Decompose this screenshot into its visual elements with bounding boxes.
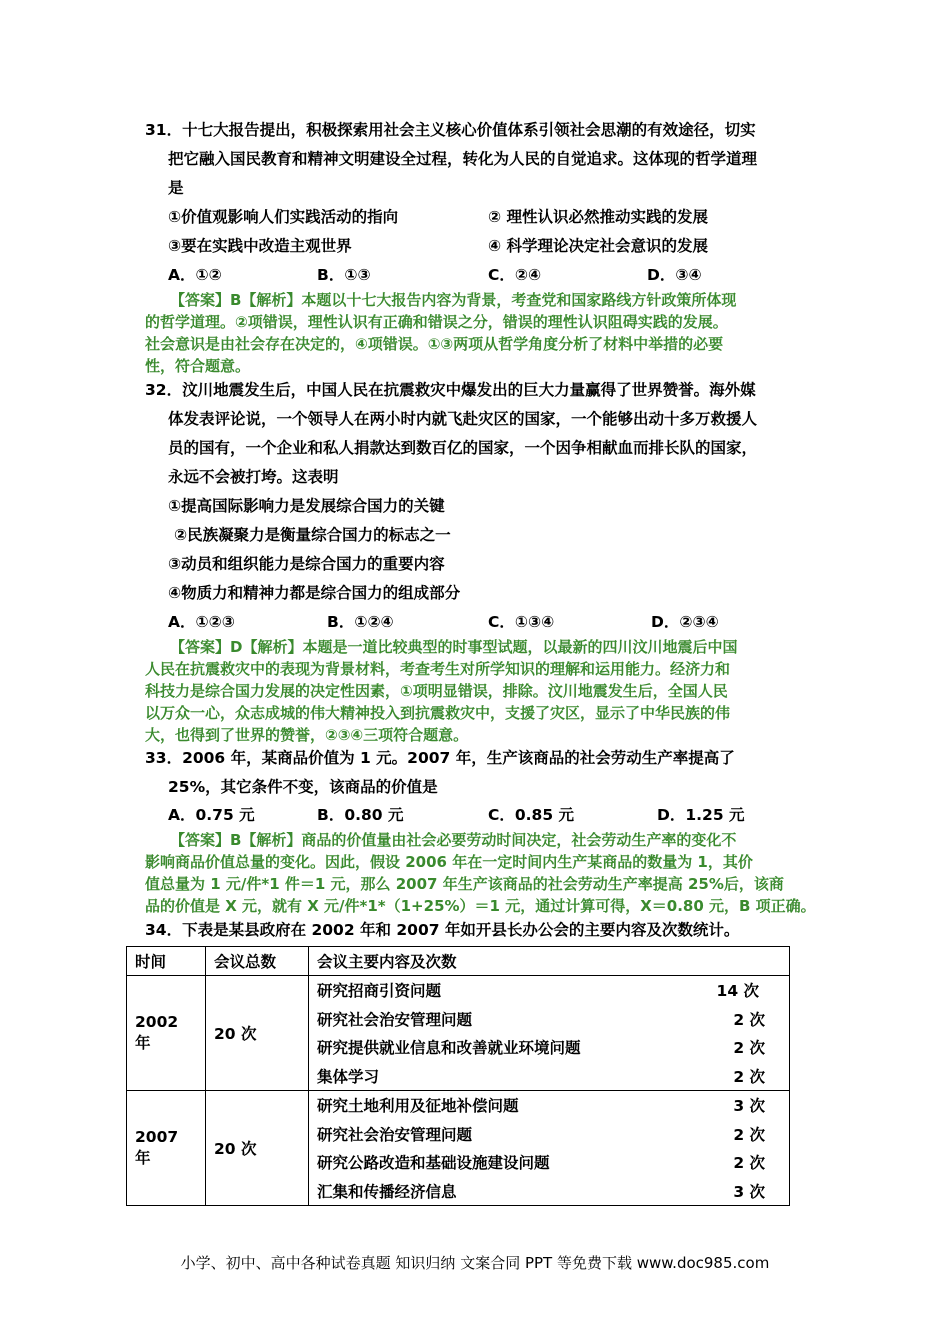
q31-option-a: A．①② xyxy=(168,266,222,284)
total-cell: 20 次 xyxy=(206,1091,309,1206)
q31-option-d: D．③④ xyxy=(647,266,702,284)
q31-stem-line: 是 xyxy=(168,179,184,197)
meeting-topic: 研究招商引资问题 xyxy=(317,982,442,1001)
q31-option-b: B．①③ xyxy=(317,266,371,284)
table-header-cell: 时间 xyxy=(127,947,206,976)
meeting-count: 3 次 xyxy=(733,1097,765,1116)
q32-option-b: B．①②④ xyxy=(327,613,394,631)
table-header-row xyxy=(127,947,790,976)
meeting-item xyxy=(317,1091,765,1120)
q33-answer-line: 品的价值是 X 元，就有 X 元/件*1*（1+25%）＝1 元，通过计算可得，X＝0.80 元，B 项正确。 xyxy=(145,897,816,915)
year-cell: 2002 年 xyxy=(127,976,206,1091)
q33-answer-line: 影响商品价值总量的变化。因此，假设 2006 年在一定时间内生产某商品的数量为 1，其价 xyxy=(145,853,753,871)
q33-stem-line: 33．2006 年，某商品价值为 1 元。2007 年，生产该商品的社会劳动生产率提高了 xyxy=(145,749,735,767)
meeting-topic: 集体学习 xyxy=(317,1067,380,1086)
q32-option-c: C．①③④ xyxy=(488,613,555,631)
table-header-cell: 会议主要内容及次数 xyxy=(309,947,790,976)
q32-answer-line: 科技力是综合国力发展的决定性因素，①项明显错误，排除。汶川地震发生后，全国人民 xyxy=(145,682,728,700)
q32-answer-line: 人民在抗震救灾中的表现为背景材料，考查考生对所学知识的理解和运用能力。经济力和 xyxy=(145,660,731,678)
meeting-topic: 汇集和传播经济信息 xyxy=(317,1182,457,1201)
q32-stem-line: 体发表评论说，一个领导人在两小时内就飞赴灾区的国家，一个能够出动十多万救援人 xyxy=(168,410,758,428)
q31-statement: ② 理性认识必然推动实践的发展 xyxy=(488,208,709,226)
meeting-item xyxy=(317,1005,765,1034)
q32-answer-line: 大，也得到了世界的赞誉，②③④三项符合题意。 xyxy=(145,726,469,744)
q31-answer-line: 的哲学道理。②项错误，理性认识有正确和错误之分，错误的理性认识阻碍实践的发展。 xyxy=(145,313,728,331)
meeting-topic: 研究公路改造和基础设施建设问题 xyxy=(317,1154,550,1173)
content-cell xyxy=(309,1091,790,1206)
q32-statement: ②民族凝聚力是衡量综合国力的标志之一 xyxy=(174,526,451,544)
q32-option-d: D．②③④ xyxy=(651,613,719,631)
meeting-item xyxy=(317,1148,765,1177)
q31-statement: ①价值观影响人们实践活动的指向 xyxy=(168,208,399,226)
q31-stem-line: 把它融入国民教育和精神文明建设全过程，转化为人民的自觉追求。这体现的哲学道理 xyxy=(168,150,758,168)
q31-option-c: C．②④ xyxy=(488,266,542,284)
q31-statement: ④ 科学理论决定社会意识的发展 xyxy=(488,237,709,255)
q33-option-b: B．0.80 元 xyxy=(317,806,404,824)
meeting-count: 2 次 xyxy=(733,1067,765,1086)
meeting-topic: 研究土地利用及征地补偿问题 xyxy=(317,1097,519,1116)
meeting-item xyxy=(317,1062,765,1091)
meeting-count: 2 次 xyxy=(733,1154,765,1173)
table-row xyxy=(127,1091,790,1206)
meeting-count: 2 次 xyxy=(733,1125,765,1144)
q31-answer-line: 性，符合题意。 xyxy=(145,357,251,375)
q33-answer-line: 值总量为 1 元/件*1 件＝1 元，那么 2007 年生产该商品的社会劳动生产率提高 25%后，该商 xyxy=(145,875,784,893)
meeting-count: 2 次 xyxy=(733,1039,765,1058)
q34-stem-line: 34．下表是某县政府在 2002 年和 2007 年如开县长办公会的主要内容及次数统计。 xyxy=(145,921,740,939)
q32-answer-line: 【答案】D【解析】本题是一道比较典型的时事型试题，以最新的四川汶川地震后中国 xyxy=(170,638,738,656)
meeting-item xyxy=(317,976,765,1005)
q31-statement: ③要在实践中改造主观世界 xyxy=(168,237,352,255)
page-footer: 小学、初中、高中各种试卷真题 知识归纳 文案合同 PPT 等免费下载 www.doc985.com xyxy=(180,1254,770,1272)
table-row xyxy=(127,976,790,1091)
q32-statement: ①提高国际影响力是发展综合国力的关键 xyxy=(168,497,445,515)
q31-answer-line: 社会意识是由社会存在决定的，④项错误。①③两项从哲学角度分析了材料中举措的必要 xyxy=(145,335,724,353)
meeting-count: 3 次 xyxy=(733,1182,765,1201)
q33-stem-line: 25%，其它条件不变，该商品的价值是 xyxy=(168,778,438,796)
meeting-topic: 研究社会治安管理问题 xyxy=(317,1010,473,1029)
q32-option-a: A．①②③ xyxy=(168,613,235,631)
meeting-topic: 研究社会治安管理问题 xyxy=(317,1125,473,1144)
meeting-count: 2 次 xyxy=(733,1010,765,1029)
q33-answer-line: 【答案】B【解析】商品的价值量由社会必要劳动时间决定，社会劳动生产率的变化不 xyxy=(170,831,737,849)
meeting-item xyxy=(317,1120,765,1149)
table-header-cell: 会议总数 xyxy=(206,947,309,976)
q33-option-c: C．0.85 元 xyxy=(488,806,575,824)
q31-answer-line: 【答案】B【解析】本题以十七大报告内容为背景，考查党和国家路线方针政策所体现 xyxy=(170,291,737,309)
q32-stem-line: 永远不会被打垮。这表明 xyxy=(168,468,339,486)
total-cell: 20 次 xyxy=(206,976,309,1091)
q32-answer-line: 以万众一心，众志成城的伟大精神投入到抗震救灾中，支援了灾区，显示了中华民族的伟 xyxy=(145,704,731,722)
q32-stem-line: 员的国有，一个企业和私人捐款达到数百亿的国家，一个因争相献血而排长队的国家， xyxy=(168,439,758,457)
q32-statement: ④物质力和精神力都是综合国力的组成部分 xyxy=(168,584,461,602)
meeting-item xyxy=(317,1177,765,1206)
content-cell xyxy=(309,976,790,1091)
q33-option-d: D．1.25 元 xyxy=(657,806,745,824)
meeting-count: 14 次 xyxy=(716,982,759,1001)
q32-statement: ③动员和组织能力是综合国力的重要内容 xyxy=(168,555,445,573)
meeting-topic: 研究提供就业信息和改善就业环境问题 xyxy=(317,1039,581,1058)
year-cell: 2007 年 xyxy=(127,1091,206,1206)
q32-stem-line: 32．汶川地震发生后，中国人民在抗震救灾中爆发出的巨大力量赢得了世界赞誉。海外媒 xyxy=(145,381,756,399)
q33-option-a: A．0.75 元 xyxy=(168,806,255,824)
meeting-stats-table xyxy=(126,946,790,1206)
meeting-item xyxy=(317,1033,765,1062)
q31-stem-line: 31．十七大报告提出，积极探索用社会主义核心价值体系引领社会思潮的有效途径，切实 xyxy=(145,121,756,139)
